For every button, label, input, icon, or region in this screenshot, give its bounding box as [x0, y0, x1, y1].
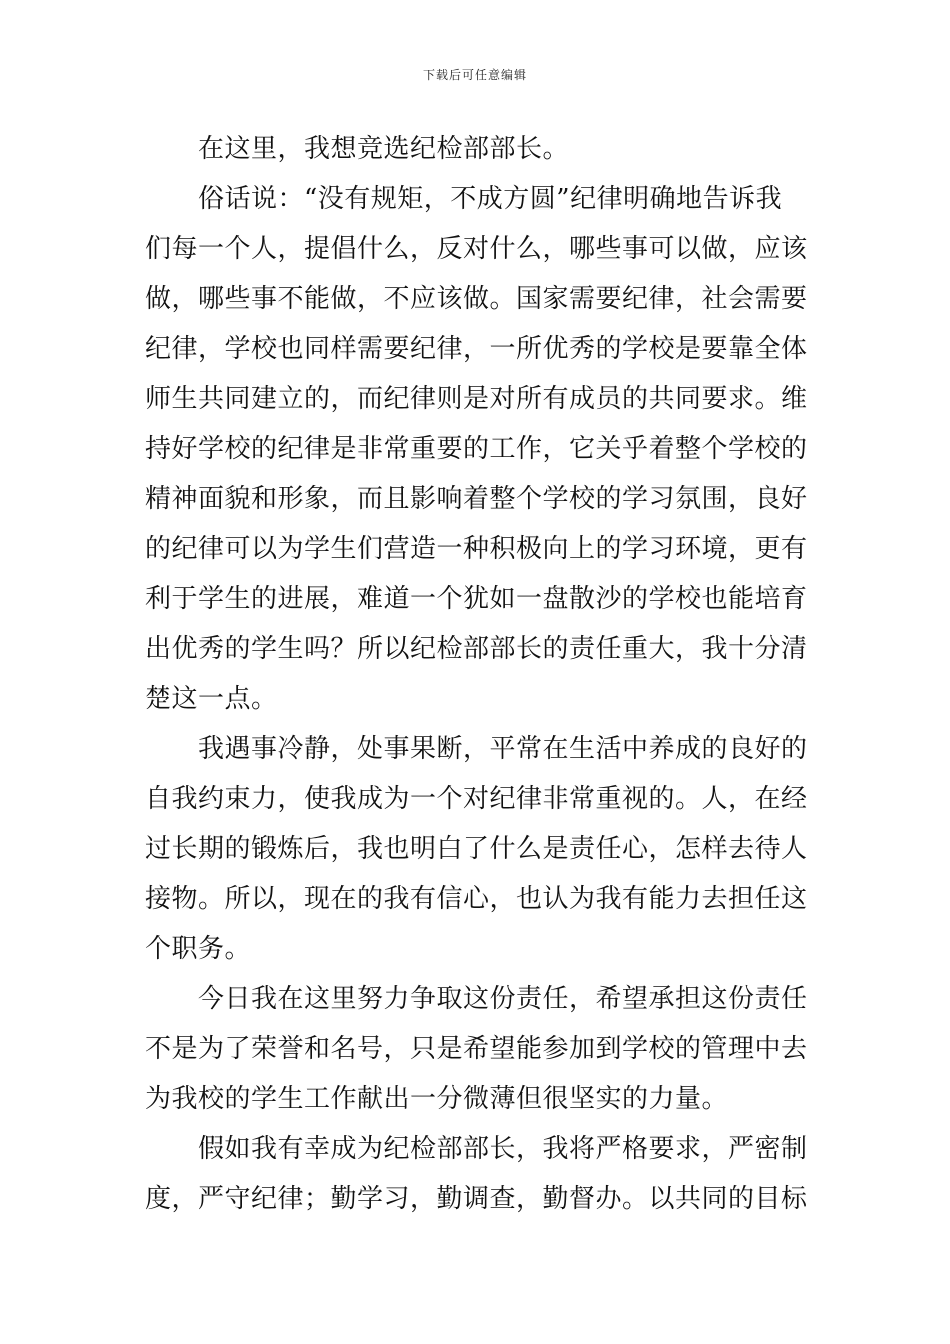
text-line: 做，哪些事不能做，不应该做。国家需要纪律，社会需要	[145, 284, 808, 314]
text-line: 个职务。	[145, 934, 252, 964]
text-line: 利于学生的进展，难道一个犹如一盘散沙的学校也能培育	[145, 584, 808, 614]
text-line: 为我校的学生工作献出一分微薄但很坚实的力量。	[145, 1084, 729, 1114]
text-line: 楚这一点。	[145, 684, 278, 714]
text-line: 们每一个人，提倡什么，反对什么，哪些事可以做，应该	[145, 234, 808, 264]
text-line: 不是为了荣誉和名号，只是希望能参加到学校的管理中去	[145, 1034, 808, 1064]
text-line: 接物。所以，现在的我有信心，也认为我有能力去担任这	[145, 884, 808, 914]
text-line: 度，严守纪律；勤学习，勤调查，勤督办。以共同的目标	[145, 1184, 808, 1214]
text-line: 的纪律可以为学生们营造一种积极向上的学习环境，更有	[145, 534, 808, 564]
text-line: 我遇事冷静，处事果断，平常在生活中养成的良好的	[145, 734, 808, 764]
text-line: 过长期的锻炼后，我也明白了什么是责任心，怎样去待人	[145, 834, 808, 864]
text-line: 今日我在这里努力争取这份责任，希望承担这份责任	[145, 984, 808, 1014]
text-line: 师生共同建立的，而纪律则是对所有成员的共同要求。维	[145, 384, 808, 414]
header-note: 下载后可任意编辑	[422, 68, 527, 82]
text-line: 在这里，我想竞选纪检部部长。	[145, 134, 570, 164]
text-line: 精神面貌和形象，而且影响着整个学校的学习氛围，良好	[145, 484, 808, 514]
text-line: 假如我有幸成为纪检部部长，我将严格要求，严密制	[145, 1134, 808, 1164]
text-line: 俗话说：“没有规矩，不成方圆”纪律明确地告诉我	[145, 184, 783, 214]
text-line: 纪律，学校也同样需要纪律，一所优秀的学校是要靠全体	[145, 334, 808, 364]
text-line: 持好学校的纪律是非常重要的工作，它关乎着整个学校的	[145, 434, 808, 464]
text-line: 出优秀的学生吗？所以纪检部部长的责任重大，我十分清	[145, 634, 808, 664]
text-line: 自我约束力，使我成为一个对纪律非常重视的。人，在经	[145, 784, 808, 814]
body-text	[145, 124, 809, 1224]
